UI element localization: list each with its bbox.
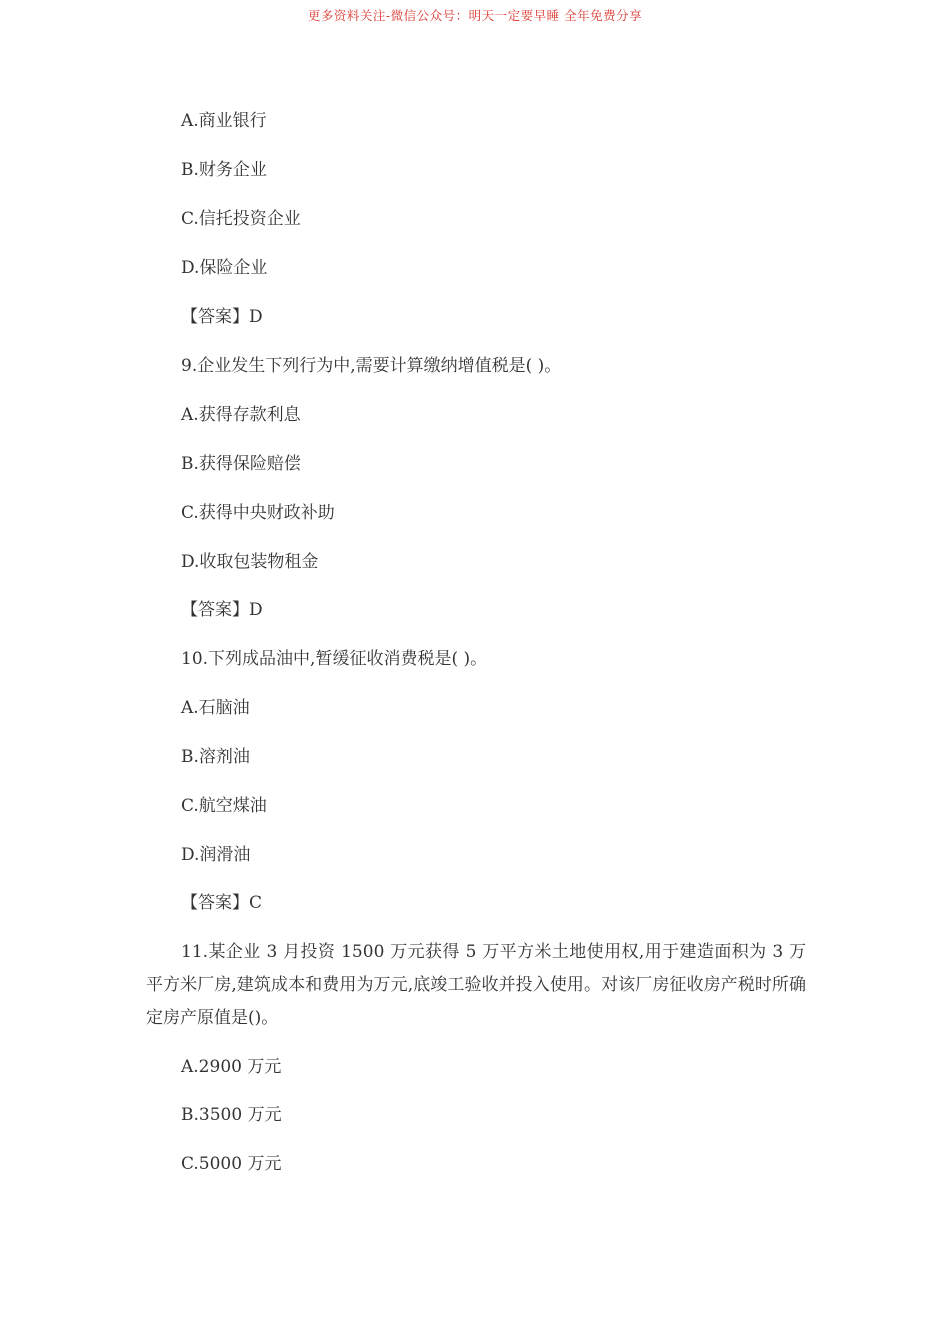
- q9-option-d: D.收取包装物租金: [181, 552, 319, 572]
- q10-answer: 【答案】C: [181, 893, 263, 913]
- q10-option-b: B.溶剂油: [181, 747, 250, 767]
- q9-stem: 9.企业发生下列行为中,需要计算缴纳增值税是( )。: [181, 356, 562, 376]
- q8-answer: 【答案】D: [181, 307, 263, 327]
- q8-option-a: A.商业银行: [181, 111, 267, 131]
- q11-option-c: C.5000 万元: [181, 1154, 282, 1174]
- q8-option-d: D.保险企业: [181, 258, 268, 278]
- q11-option-a: A.2900 万元: [181, 1057, 282, 1077]
- q9-option-a: A.获得存款利息: [181, 405, 301, 425]
- q11-stem: 11.某企业 3 月投资 1500 万元获得 5 万平方米土地使用权,用于建造面积为 3 万平方米厂房,建筑成本和费用为万元,底竣工验收并投入使用。对该厂房征收房产税时所确定房产原值是()。: [146, 942, 806, 1028]
- q9-answer: 【答案】D: [181, 600, 263, 620]
- q10-option-d: D.润滑油: [181, 845, 251, 865]
- q10-stem: 10.下列成品油中,暂缓征收消费税是( )。: [181, 649, 488, 669]
- q8-option-c: C.信托投资企业: [181, 209, 301, 229]
- q11-option-b: B.3500 万元: [181, 1105, 282, 1125]
- q9-option-c: C.获得中央财政补助: [181, 503, 335, 523]
- header-banner: 更多资料关注-微信公众号：明天一定要早睡 全年免费分享: [307, 8, 643, 23]
- q8-option-b: B.财务企业: [181, 160, 267, 180]
- q9-option-b: B.获得保险赔偿: [181, 454, 301, 474]
- q10-option-c: C.航空煤油: [181, 796, 267, 816]
- q10-option-a: A.石脑油: [181, 698, 250, 718]
